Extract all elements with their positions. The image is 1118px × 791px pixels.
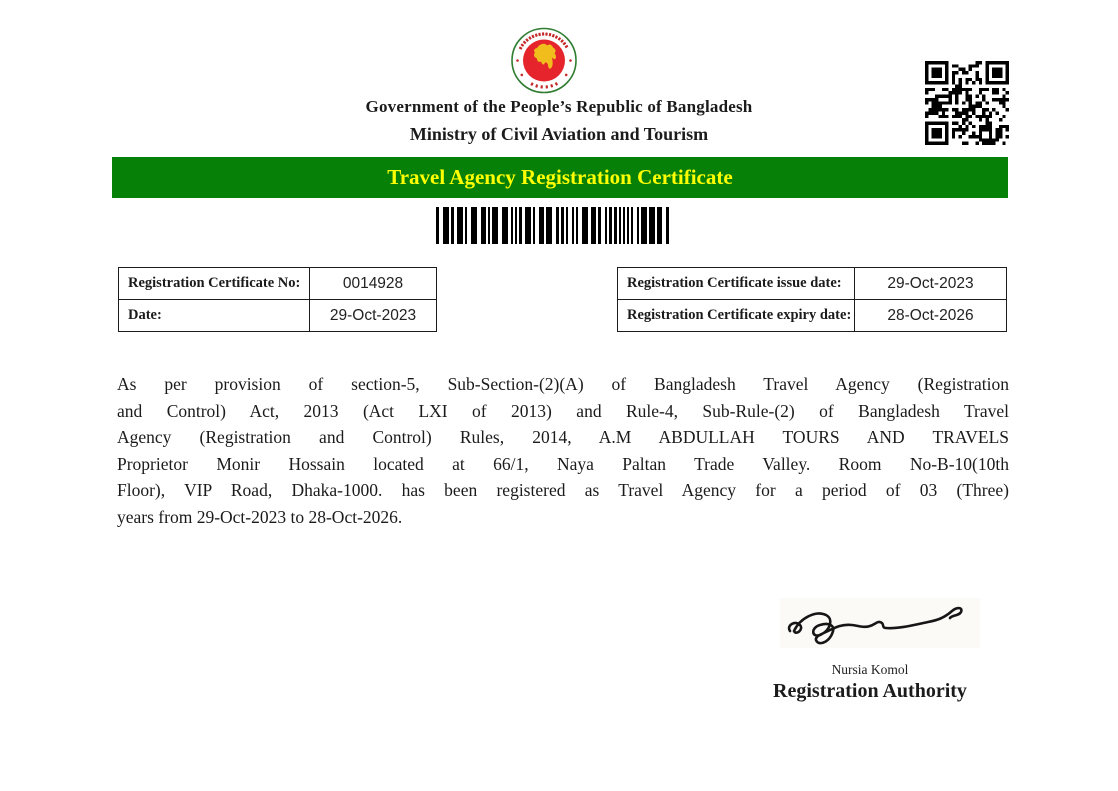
registration-barcode [436,207,672,244]
certificate-banner [112,157,1008,198]
bangladesh-government-emblem-icon [510,27,578,94]
expiry-date-label: Registration Certificate expiry date: [618,300,855,331]
table-row [618,268,1006,299]
body-line: Agency (Registration and Control) Rules, 2014, A.M ABDULLAH TOURS AND TRAVELS [117,427,1009,447]
body-line: years from 29-Oct-2023 to 28-Oct-2026. [117,506,403,527]
certificate-banner-title: Travel Agency Registration Certificate [387,165,733,189]
signature-scribble-icon [780,598,980,648]
registration-number-table [118,267,437,332]
issue-date-value: 29-Oct-2023 [887,274,974,292]
table-row [119,299,436,331]
table-row [618,299,1006,331]
body-line: and Control) Act, 2013 (Act LXI of 2013) and Rule-4, Sub-Rule-(2) of Bangladesh Travel [117,400,1009,421]
certificate-body-text [117,371,1009,530]
body-line: Floor), VIP Road, Dhaka-1000. has been registered as Travel Agency for a period of 03 (Three) [117,480,1009,500]
date-value: 29-Oct-2023 [329,306,417,324]
registration-certificate-no-value: 0014928 [342,274,404,292]
qr-code [925,61,1009,145]
date-label: Date: [119,300,310,331]
body-line: As per provision of section-5, Sub-Section-(2)(A) of Bangladesh Travel Agency (Registration [117,374,1009,394]
body-line: Proprietor Monir Hossain located at 66/1, Naya Paltan Trade Valley. Room No-B-10(10th [117,453,1009,474]
authority-signature-image [780,598,980,648]
validity-dates-table [617,267,1007,332]
government-title: Government of the People’s Republic of Bangladesh [365,97,753,116]
ministry-title: Ministry of Civil Aviation and Tourism [409,124,709,144]
authority-title: Registration Authority [773,680,967,702]
expiry-date-value: 28-Oct-2026 [887,306,974,324]
authority-name: Nursia Komol [831,662,909,677]
registration-certificate-no-label: Registration Certificate No: [119,268,310,299]
table-row [119,268,436,299]
issue-date-label: Registration Certificate issue date: [618,268,855,299]
